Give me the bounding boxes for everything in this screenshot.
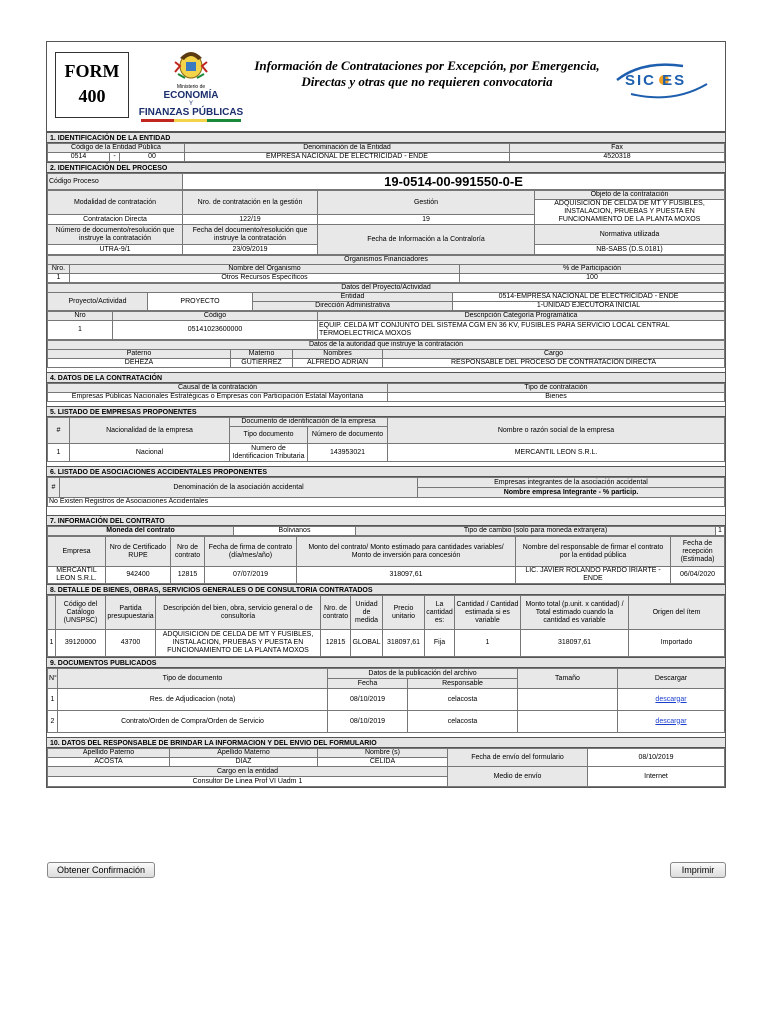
doc-date: 08/10/2019 xyxy=(328,689,408,711)
header-assoc-members: Empresas integrantes de la asociación accidental xyxy=(418,478,725,488)
doc-type: Contrato/Orden de Compra/Orden de Servicio xyxy=(58,711,328,733)
header-funding-nro: Nro. xyxy=(48,265,70,274)
header-gestion: Gestión xyxy=(318,191,535,215)
header-download: Descargar xyxy=(618,669,725,689)
contract-currency-table xyxy=(47,526,725,536)
header-amount: Monto del contrato/ Monto estimado para cantidades variables/ Monto de inversión para concesión xyxy=(297,537,516,567)
header-unit: Unidad de medida xyxy=(351,596,383,630)
contracting-table xyxy=(47,383,725,402)
process-code: 19-0514-00-991550-0-E xyxy=(183,174,725,190)
entity-code-dash: - xyxy=(110,153,120,162)
resp-paterno: ACOSTA xyxy=(48,758,170,767)
bidder-doc-type: Numero de Identificacion Tributaria xyxy=(230,444,308,462)
header-unspsc: Código del Catálogo (UNSPSC) xyxy=(56,596,106,630)
goods-origin: Importado xyxy=(629,630,725,657)
doc-date: 08/10/2019 xyxy=(328,711,408,733)
header-quantity: Cantidad / Cantidad estimada si es variable xyxy=(455,596,521,630)
doc-n: 1 xyxy=(48,689,58,711)
bidder-nationality: Nacional xyxy=(70,444,230,462)
header-exchange-rate: Tipo de cambio (solo para moneda extranjera) xyxy=(356,527,716,536)
bidder-name: MERCANTIL LEON S.R.L. xyxy=(388,444,725,462)
ministry-line1: ECONOMÍA xyxy=(163,90,219,101)
doc-date: 23/09/2019 xyxy=(183,245,318,255)
header-contract-number: Nro de contrato xyxy=(171,537,205,567)
contract-amount: 318097,61 xyxy=(297,567,516,584)
sicoes-logo xyxy=(613,58,713,108)
contract-signer: LIC. JAVIER ROLANDO PARDO IRIARTE - ENDE xyxy=(516,567,671,584)
contract-modality: Contratacion Directa xyxy=(48,215,183,225)
goods-unit-price: 318097,61 xyxy=(383,630,425,657)
header-paterno: Paterno xyxy=(48,350,231,359)
header-funding-pct: % de Participación xyxy=(460,265,725,274)
header-signer: Nombre del responsable de firmar el contrato por la entidad pública xyxy=(516,537,671,567)
header-resp-materno: Apellido Materno xyxy=(170,749,318,758)
goods-quantity: 1 xyxy=(455,630,521,657)
goods-unspsc: 39120000 xyxy=(56,630,106,657)
coat-of-arms-icon xyxy=(171,48,211,82)
header-doc-type: Tipo documento xyxy=(230,427,308,444)
form-header xyxy=(47,42,725,132)
goods-unit: GLOBAL xyxy=(351,630,383,657)
project-entity: 0514-EMPRESA NACIONAL DE ELECTRICIDAD - ENDE xyxy=(453,293,725,302)
header-goods-contract: Nro. de contrato xyxy=(321,596,351,630)
funding-nro: 1 xyxy=(48,274,70,283)
bidder-n: 1 xyxy=(48,444,70,462)
section-7-title: 7. INFORMACIÓN DEL CONTRATO xyxy=(47,515,725,526)
contract-nro: 122/19 xyxy=(183,215,318,225)
project-admin: 1-UNIDAD EJECUTORA INICIAL xyxy=(453,302,725,311)
resp-materno: DIAZ xyxy=(170,758,318,767)
header-resp-paterno: Apellido Paterno xyxy=(48,749,170,758)
header-send-date: Fecha de envío del formulario xyxy=(448,749,588,767)
header-send-medium: Medio de envío xyxy=(448,767,588,787)
header-reception-date: Fecha de recepción (Estimada) xyxy=(671,537,725,567)
bidders-table xyxy=(47,417,725,462)
header-unit-price: Precio unitario xyxy=(383,596,425,630)
table-row xyxy=(48,689,725,711)
contract-reception-date: 06/04/2020 xyxy=(671,567,725,584)
header-assoc-hash: # xyxy=(48,478,60,498)
form-number: 400 xyxy=(78,86,106,106)
normative: NB-SABS (D.S.0181) xyxy=(535,245,725,255)
header-category: Descripción Categoría Programática xyxy=(318,312,725,321)
send-date: 08/10/2019 xyxy=(588,749,725,767)
header-doc-date: Fecha del documento/resolución que instruye la contratación xyxy=(183,225,318,245)
section-4-title: 4. DATOS DE LA CONTRATACIÓN xyxy=(47,372,725,383)
header-cargo: Cargo xyxy=(383,350,725,359)
header-causal: Causal de la contratación xyxy=(48,384,388,393)
contract-sign-date: 07/07/2019 xyxy=(205,567,297,584)
form-number-box xyxy=(55,52,129,118)
section-1-title: 1. IDENTIFICACIÓN DE LA ENTIDAD xyxy=(47,132,725,143)
doc-size xyxy=(518,711,618,733)
no-associations-text: No Existen Registros de Asociaciones Accidentales xyxy=(48,498,725,507)
header-assoc-member: Nombre empresa Integrante - % particip. xyxy=(418,488,725,498)
header-object: Objeto de la contratación xyxy=(535,191,725,200)
header-rupe: Nro de Certificado RUPE xyxy=(106,537,171,567)
entity-table xyxy=(47,143,725,162)
authority-nombres: ALFREDO ADRIAN xyxy=(293,359,383,368)
goods-description: ADQUISICION DE CELDA DE MT Y FUSIBLES, INSTALACION, PRUEBAS Y PUESTA EN FUNCIONAMIENTO DE LA PLANTA MOXOS xyxy=(156,630,321,657)
table-row xyxy=(48,711,725,733)
goods-qty-type: Fija xyxy=(425,630,455,657)
contract-type: Bienes xyxy=(388,393,725,402)
header-total: Monto total (p.unit. x cantidad) / Total estimado cuando la cantidad es variable xyxy=(521,596,629,630)
header-sign-date: Fecha de firma de contrato (día/mes/año) xyxy=(205,537,297,567)
contract-gestion: 19 xyxy=(318,215,535,225)
goods-total: 318097,61 xyxy=(521,630,629,657)
funding-name: Otros Recursos Específicos xyxy=(70,274,460,283)
entity-code-1: 0514 xyxy=(48,153,110,162)
authority-cargo: RESPONSABLE DEL PROCESO DE CONTRATACION DIRECTA xyxy=(383,359,725,368)
authority-paterno: DEHEZA xyxy=(48,359,231,368)
download-link[interactable]: descargar xyxy=(655,695,687,703)
header-normative: Normativa utilizada xyxy=(535,225,725,245)
doc-size xyxy=(518,689,618,711)
header-category-code: Código xyxy=(113,312,318,321)
section-5-title: 5. LISTADO DE EMPRESAS PROPONENTES xyxy=(47,406,725,417)
header-project: Proyecto/Actividad xyxy=(48,293,148,311)
form-title: Información de Contrataciones por Excepción, por Emergencia, Directas y otras que no requieren convocatoria xyxy=(254,58,600,89)
header-materno: Materno xyxy=(231,350,293,359)
ministry-small-label: Ministerio de xyxy=(176,84,206,90)
ministry-logo xyxy=(135,48,247,124)
header-process-code: Código Proceso xyxy=(48,174,183,190)
doc-number: UTRA-9/1 xyxy=(48,245,183,255)
resp-cargo: Consultor De Linea Prof VI Uadm 1 xyxy=(48,777,448,787)
bidder-doc-num: 143953021 xyxy=(308,444,388,462)
resp-nombre: CELIDA xyxy=(318,758,448,767)
header-company: Empresa xyxy=(48,537,106,567)
contract-object: ADQUISICION DE CELDA DE MT Y FUSIBLES, INSTALACION, PRUEBAS Y PUESTA EN FUNCIONAMIENTO DE LA PLANTA MOXOS xyxy=(535,200,725,225)
section-10-title: 10. DATOS DEL RESPONSABLE DE BRINDAR LA INFORMACION Y DEL ENVIO DEL FORMULARIO xyxy=(47,737,725,748)
contract-number: 12815 xyxy=(171,567,205,584)
header-funding: Organismos Financiadores xyxy=(48,256,725,265)
contract-info-table xyxy=(47,536,725,584)
doc-responsible: celacosta xyxy=(408,711,518,733)
header-doc-n: N° xyxy=(48,669,58,689)
header-admin: Dirección Administrativa xyxy=(253,302,453,311)
download-link[interactable]: descargar xyxy=(655,717,687,725)
header-modality: Modalidad de contratación xyxy=(48,191,183,215)
header-contract-type: Tipo de contratación xyxy=(388,384,725,393)
header-assoc-name: Denominación de la asociación accidental xyxy=(60,478,418,498)
project-value: PROYECTO xyxy=(148,293,253,311)
header-origin: Origen del ítem xyxy=(629,596,725,630)
goods-n: 1 xyxy=(48,630,56,657)
header-fax: Fax xyxy=(510,144,725,153)
entity-code-2: 00 xyxy=(120,153,185,162)
header-company-name: Nombre o razón social de la empresa xyxy=(388,418,725,444)
funding-pct: 100 xyxy=(460,274,725,283)
responsible-table xyxy=(47,748,725,787)
project-table xyxy=(47,283,725,311)
form-word: FORM xyxy=(64,61,120,81)
header-entity-code: Código de la Entidad Pública xyxy=(48,144,185,153)
goods-budget-item: 43700 xyxy=(106,630,156,657)
header-nationality: Nacionalidad de la empresa xyxy=(70,418,230,444)
header-currency: Moneda del contrato xyxy=(48,527,234,536)
send-medium: Internet xyxy=(588,767,725,787)
doc-responsible: celacosta xyxy=(408,689,518,711)
header-nombres: Nombres xyxy=(293,350,383,359)
header-budget-item: Partida presupuestaria xyxy=(106,596,156,630)
header-publication: Datos de la publicación del archivo xyxy=(328,669,518,679)
category-table xyxy=(47,311,725,340)
authority-table xyxy=(47,340,725,368)
ministry-y: Y xyxy=(188,101,193,107)
header-goods-description: Descripción del bien, obra, servicio general o de consultoría xyxy=(156,596,321,630)
header-pub-date: Fecha xyxy=(328,679,408,689)
contract-currency: Bolivianos xyxy=(234,527,356,536)
section-6-title: 6. LISTADO DE ASOCIACIONES ACCIDENTALES PROPONENTES xyxy=(47,466,725,477)
header-qty-type: La cantidad es: xyxy=(425,596,455,630)
header-pub-responsible: Responsable xyxy=(408,679,518,689)
header-entity-name: Denominación de la Entidad xyxy=(185,144,510,153)
header-doc-number: Número de documento/resolución que instruye la contratación xyxy=(48,225,183,245)
section-2-title: 2. IDENTIFICACIÓN DEL PROCESO xyxy=(47,162,725,173)
header-project-data: Datos del Proyecto/Actividad xyxy=(48,284,725,293)
header-project-entity: Entidad xyxy=(253,293,453,302)
header-resp-nombre: Nombre (s) xyxy=(318,749,448,758)
process-code-table xyxy=(47,173,725,190)
print-button[interactable]: Imprimir xyxy=(670,862,726,878)
funding-table xyxy=(47,255,725,283)
contract-company: MERCANTIL LEON S.R.L. xyxy=(48,567,106,584)
doc-n: 2 xyxy=(48,711,58,733)
exchange-rate: 1 xyxy=(716,527,725,536)
header-goods-n xyxy=(48,596,56,630)
category-description: EQUIP. CELDA MT CONJUNTO DEL SISTEMA CGM EN 36 KV, FUSIBLES PARA SERVICIO LOCAL CENTRAL TERMOELECTRICA MOXOS xyxy=(318,321,725,340)
sicoes-text: SIC ES xyxy=(625,72,687,89)
process-details-table xyxy=(47,190,725,255)
authority-materno: GUTIERREZ xyxy=(231,359,293,368)
doc-type: Res. de Adjudicacion (nota) xyxy=(58,689,328,711)
goods-table xyxy=(47,595,725,657)
documents-table xyxy=(47,668,725,733)
header-resp-cargo: Cargo en la entidad xyxy=(48,767,448,777)
header-bidder-hash: # xyxy=(48,418,70,444)
contract-causal: Empresas Públicas Nacionales Estratégicas o Empresas con Participación Estatal Mayoritaria xyxy=(48,393,388,402)
header-category-nro: Nro xyxy=(48,312,113,321)
header-doc-num: Número de documento xyxy=(308,427,388,444)
category-nro: 1 xyxy=(48,321,113,340)
header-size: Tamaño xyxy=(518,669,618,689)
entity-name: EMPRESA NACIONAL DE ELECTRICIDAD - ENDE xyxy=(185,153,510,162)
header-contract-nro: Nro. de contratación en la gestión xyxy=(183,191,318,215)
header-doc-type-col: Tipo de documento xyxy=(58,669,328,689)
ministry-line2: FINANZAS PÚBLICAS xyxy=(138,107,244,118)
header-id-document: Documento de identificación de la empresa xyxy=(230,418,388,427)
section-8-title: 8. DETALLE DE BIENES, OBRAS, SERVICIOS GENERALES O DE CONSULTORIA CONTRATADOS xyxy=(47,584,725,595)
entity-fax: 4520318 xyxy=(510,153,725,162)
flag-stripe xyxy=(141,119,241,122)
category-code: 05141023600000 xyxy=(113,321,318,340)
goods-contract: 12815 xyxy=(321,630,351,657)
get-confirmation-button[interactable]: Obtener Confirmación xyxy=(47,862,155,878)
header-info-date: Fecha de Información a la Contraloría xyxy=(318,225,535,255)
section-9-title: 9. DOCUMENTOS PUBLICADOS xyxy=(47,657,725,668)
contract-rupe: 942400 xyxy=(106,567,171,584)
associations-table xyxy=(47,477,725,507)
form-400 xyxy=(46,41,726,788)
header-authority: Datos de la autoridad que instruye la contratación xyxy=(48,341,725,350)
header-funding-name: Nombre del Organismo xyxy=(70,265,460,274)
